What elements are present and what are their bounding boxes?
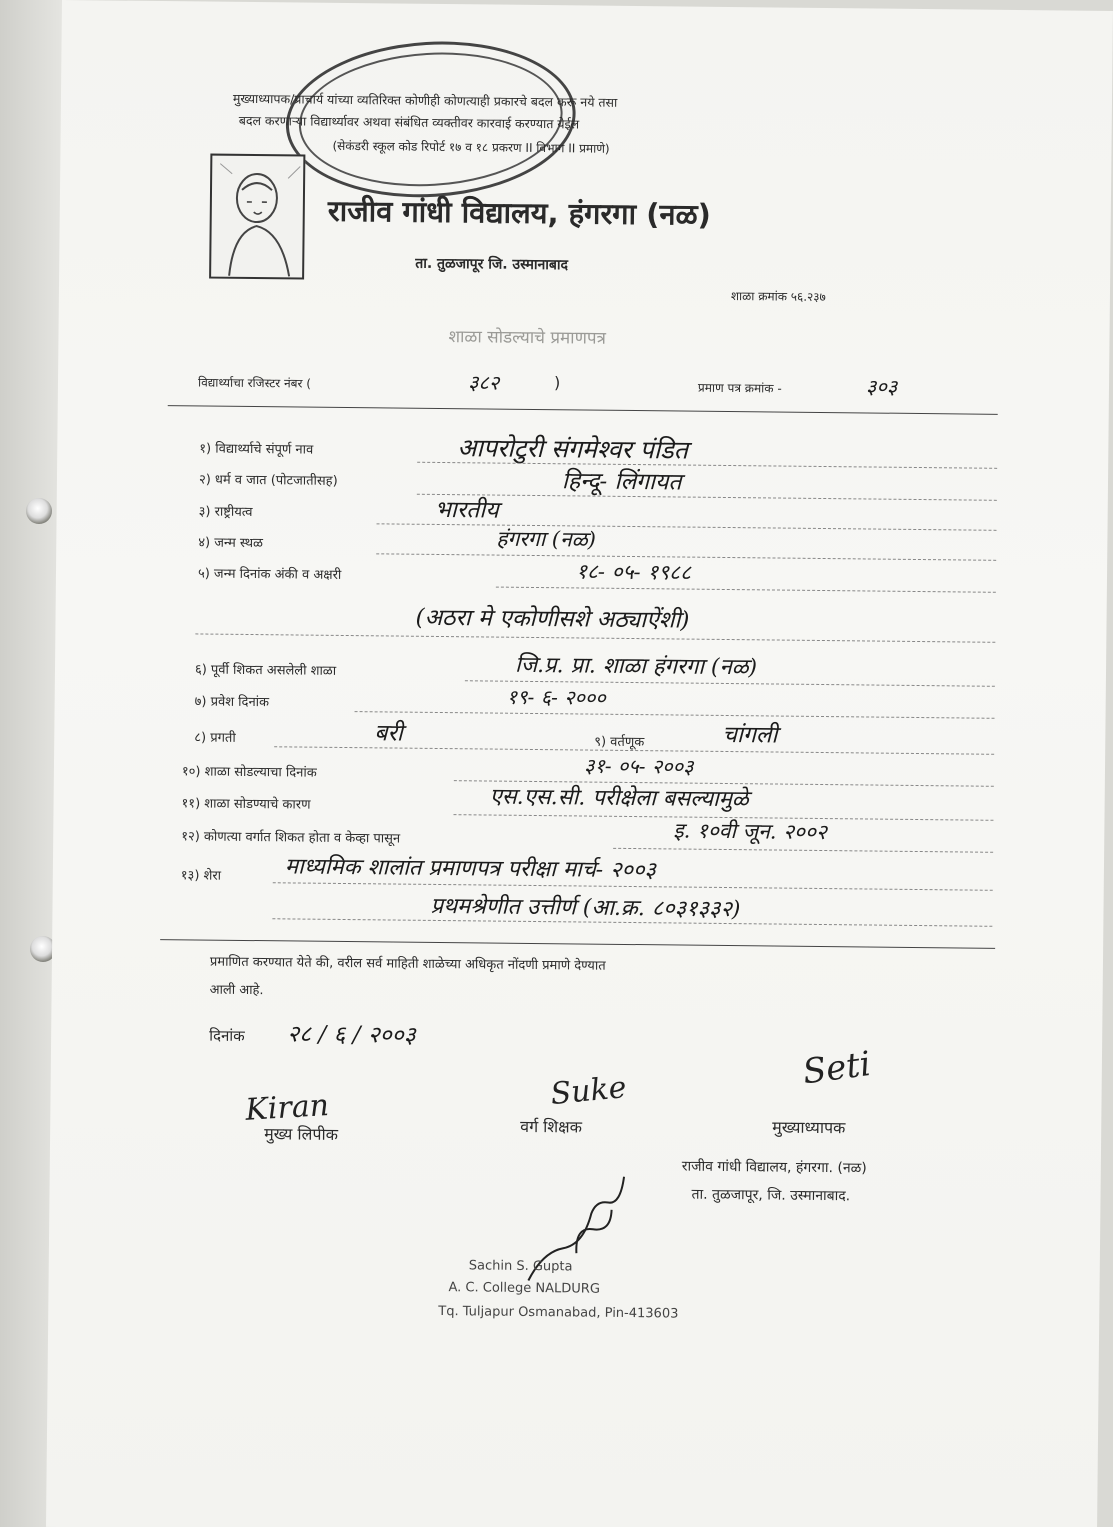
decree-line-2: बदल करणाऱ्या विद्यार्थ्यावर अथवा संबंधित व्यक्तीवर कारवाई करण्यात येईल — [238, 112, 580, 132]
field-label: १०) शाळा सोडल्याचा दिनांक — [181, 764, 317, 781]
headmaster-school: राजीव गांधी विद्यालय, हंगरगा. (नळ) — [681, 1158, 867, 1177]
attestation-stamp-line-3: Tq. Tuljapur Osmanabad, Pin-413603 — [438, 1304, 679, 1322]
conduct-label: ९) वर्तणूक — [594, 734, 645, 751]
teacher-signature: Suke — [549, 1070, 628, 1113]
field-label: ४) जन्म स्थळ — [198, 535, 264, 552]
field-label: १२) कोणत्या वर्गात शिकत होता व केव्हा पासून — [181, 829, 401, 847]
field-label: १३) शेरा — [180, 868, 222, 884]
progress-value: बरी — [374, 720, 403, 747]
birthdate-value: १८- ०५- १९८८ — [575, 559, 692, 585]
birthplace-value: हंगरगा (नळ) — [496, 526, 597, 552]
register-close: ) — [553, 373, 561, 393]
religion-caste-value: हिन्दू- लिंगायत — [561, 468, 682, 496]
field-label: २) धर्म व जात (पोटजातीसह) — [198, 472, 338, 489]
conduct-value: चांगली — [722, 721, 778, 749]
headmaster-address: ता. तुळजापूर, जि. उस्मानाबाद. — [691, 1186, 851, 1205]
field-label: ६) पूर्वी शिकत असलेली शाळा — [194, 662, 337, 679]
certificate-title: शाळा सोडल्याचे प्रमाणपत्र — [448, 327, 607, 349]
certify-line-2: आली आहे. — [209, 982, 264, 999]
clerk-signature: Kiran — [244, 1087, 330, 1128]
teacher-label: वर्ग शिक्षक — [520, 1116, 583, 1137]
birthdate-words-value: (अठरा मे एकोणीसशे अठ्याऐंशी) — [415, 604, 690, 634]
certificate-page — [46, 0, 1113, 1527]
date-label: दिनांक — [209, 1026, 245, 1045]
field-underline — [195, 633, 995, 642]
punch-hole-top — [26, 498, 52, 524]
class-value: इ. १०वी जून. २००२ — [673, 818, 828, 845]
leaving-date-value: ३१- ०५- २००३ — [583, 753, 694, 779]
field-underline — [355, 711, 995, 719]
attestation-stamp-line-2: A. C. College NALDURG — [448, 1280, 601, 1297]
decree-line-1: मुख्याध्यापक/प्राचार्य यांच्या व्यतिरिक्त कोणीही कोणत्याही प्रकारचे बदल करू नये तसा — [232, 90, 618, 110]
register-label: विद्यार्थ्याचा रजिस्टर नंबर ( — [197, 375, 312, 391]
field-underline — [496, 587, 996, 593]
section-rule — [160, 939, 995, 949]
certificate-number-value: ३०३ — [865, 374, 898, 399]
remarks-value: माध्यमिक शालांत प्रमाणपत्र परीक्षा मार्च- २००३ — [284, 854, 657, 884]
leaving-reason-value: एस.एस.सी. परीक्षेला बसल्यामुळे — [489, 784, 749, 813]
admission-date-value: १९- ६- २००० — [506, 684, 606, 710]
date-value: २८ / ६ / २००३ — [287, 1021, 416, 1049]
remarks-value-2: प्रथमश्रेणीत उत्तीर्ण (आ.क्र. ८०३१३३२) — [430, 893, 741, 923]
school-address: ता. तुळजापूर जि. उस्मानाबाद — [415, 255, 569, 274]
field-label: ३) राष्ट्रीयत्व — [198, 504, 253, 521]
nationality-value: भारतीय — [434, 496, 499, 524]
portrait-drawing — [211, 156, 305, 280]
header-rule — [168, 405, 998, 415]
school-number: शाळा क्रमांक ५६.२३७ — [730, 289, 826, 305]
field-label: ५) जन्म दिनांक अंकी व अक्षरी — [197, 566, 342, 583]
field-underline — [377, 523, 997, 530]
headmaster-label: मुख्याध्यापक — [772, 1117, 846, 1138]
field-label: ७) प्रवेश दिनांक — [194, 694, 270, 711]
decree-line-3: (सेकंडरी स्कूल कोड रिपोर्ट १७ व १८ प्रकरण II विभाग II प्रमाणे) — [332, 138, 610, 156]
previous-school-value: जि.प्र. प्रा. शाळा हंगरगा (नळ) — [514, 652, 758, 681]
progress-label: ८) प्रगती — [194, 730, 236, 746]
school-name: राजीव गांधी विद्यालय, हंगरगा (नळ) — [327, 193, 712, 232]
clerk-label: मुख्य लिपीक — [264, 1124, 339, 1144]
field-label: ११) शाळा सोडण्याचे कारण — [181, 796, 311, 813]
certificate-number-label: प्रमाण पत्र क्रमांक - — [697, 380, 782, 396]
field-underline — [417, 494, 997, 501]
certify-line-1: प्रमाणित करण्यात येते की, वरील सर्व माहिती शाळेच्या अधिकृत नोंदणी प्रमाणे देण्यात — [209, 954, 606, 974]
field-underline — [613, 848, 993, 853]
field-underline — [417, 462, 997, 469]
headmaster-signature: Seti — [800, 1043, 874, 1093]
register-value: ३८२ — [467, 370, 500, 395]
student-name-value: आपरोटुरी संगमेश्वर पंडित — [457, 433, 689, 465]
field-label: १) विद्यार्थ्याचे संपूर्ण नाव — [199, 441, 314, 458]
attestation-stamp-line-1: Sachin S. Gupta — [468, 1258, 573, 1275]
gandhi-portrait-image — [209, 154, 305, 280]
